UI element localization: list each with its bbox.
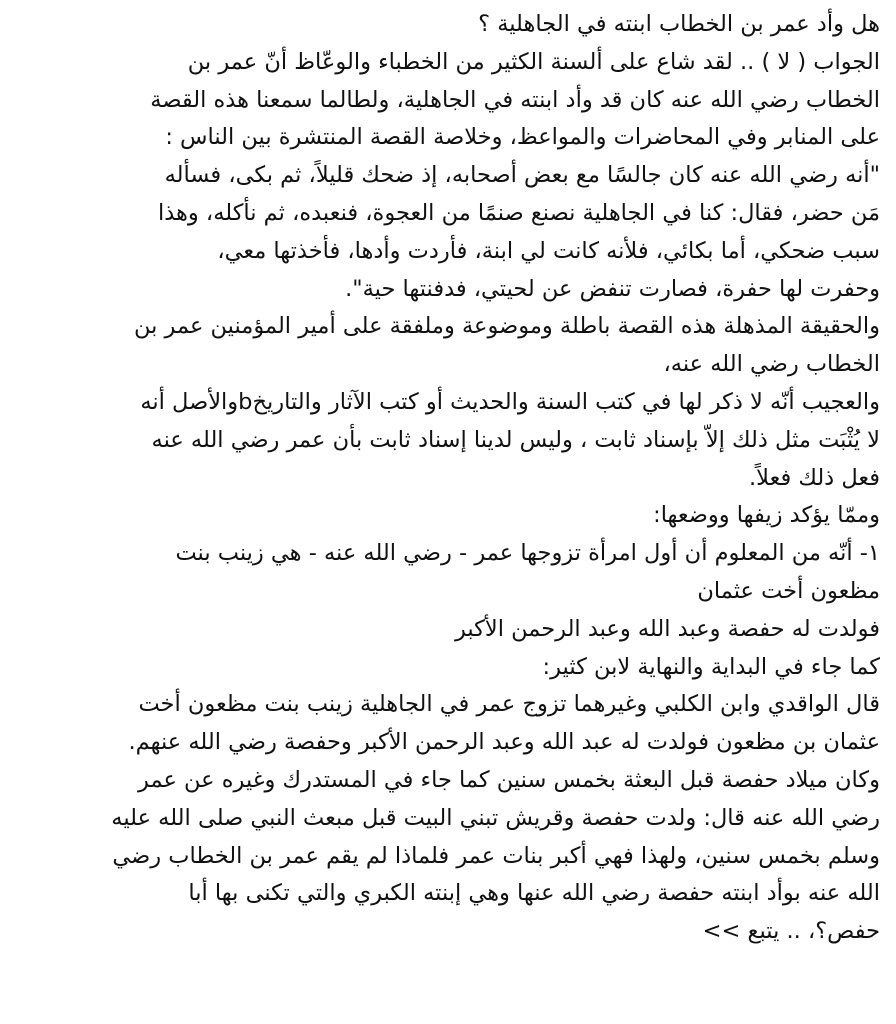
story-quote-line: "أنه رضي الله عنه كان جالسًا مع بعض أصحابه، إذ ضحك قليلاً، ثم بكى، فسأله xyxy=(164,162,880,189)
text-line: فعل ذلك فعلاً. xyxy=(749,464,880,491)
story-quote-line: سبب ضحكي، أما بكائي، فلأنه كانت لي ابنة، فأردت وأدها، فأخذتها معي، xyxy=(217,237,880,264)
story-quote-line: مَن حضر، فقال: كنا في الجاهلية نصنع صنمًا من العجوة، فنعبده، ثم نأكله، وهذا xyxy=(157,199,880,226)
citation-line: عثمان بن مظعون فولدت له عبد الله وعبد الرحمن الأكبر وحفصة رضي الله عنهم. xyxy=(128,729,880,756)
text-line: وسلم بخمس سنين، ولهذا فهي أكبر بنات عمر فلماذا لم يقم عمر بن الخطاب رضي xyxy=(112,842,880,869)
text-line: والحقيقة المذهلة هذه القصة باطلة وموضوعة وملفقة على أمير المؤمنين عمر بن xyxy=(134,313,880,340)
question-title: هل وأد عمر بن الخطاب ابنته في الجاهلية ؟ xyxy=(478,11,880,37)
text-line: وكان ميلاد حفصة قبل البعثة بخمس سنين كما جاء في المستدرك وغيره عن عمر xyxy=(138,766,880,793)
story-quote-line: وحفرت لها حفرة، فصارت تنفض عن لحيتي، فدفنتها حية". xyxy=(345,275,880,302)
point-line: ١- أنّه من المعلوم أن أول امرأة تزوجها عمر - رضي الله عنه - هي زينب بنت xyxy=(175,540,880,567)
text-line: لا يُثْبَت مثل ذلك إلاّ بإسناد ثابت ، وليس لدينا إسناد ثابت بأن عمر رضي الله عنه xyxy=(151,426,880,453)
point-line: مظعون أخت عثمان xyxy=(697,577,880,604)
text-line: رضي الله عنه قال: ولدت حفصة وقريش تبني البيت قبل مبعث النبي صلى الله عليه xyxy=(111,804,880,831)
text-line: الله عنه بوأد ابنته حفصة رضي الله عنها وهي إبنته الكبري والتي تكنى بها أبا xyxy=(188,880,880,907)
text-line: الخطاب رضي الله عنه، xyxy=(663,351,880,378)
text-line: الجواب ( لا ) .. لقد شاع على ألسنة الكثير من الخطباء والوعّاظ أنّ عمر بن xyxy=(187,48,880,75)
text-line: كما جاء في البداية والنهاية لابن كثير: xyxy=(542,653,880,680)
citation-line: قال الواقدي وابن الكلبي وغيرهما تزوج عمر في الجاهلية زينب بنت مظعون أخت xyxy=(138,691,880,718)
text-line: فولدت له حفصة وعبد الله وعبد الرحمن الأكبر xyxy=(454,615,880,642)
section-heading: وممّا يؤكد زيفها ووضعها: xyxy=(653,502,880,529)
text-line: الخطاب رضي الله عنه كان قد وأد ابنته في الجاهلية، ولطالما سمعنا هذه القصة xyxy=(150,86,880,113)
text-line: على المنابر وفي المحاضرات والمواعظ، وخلاصة القصة المنتشرة بين الناس : xyxy=(165,124,880,151)
text-line: والعجيب أنّه لا ذكر لها في كتب السنة والحديث أو كتب الآثار والتاريخbوالأصل أنه xyxy=(140,388,880,415)
continued-note: حفص؟، .. يتبع >> xyxy=(702,918,880,945)
